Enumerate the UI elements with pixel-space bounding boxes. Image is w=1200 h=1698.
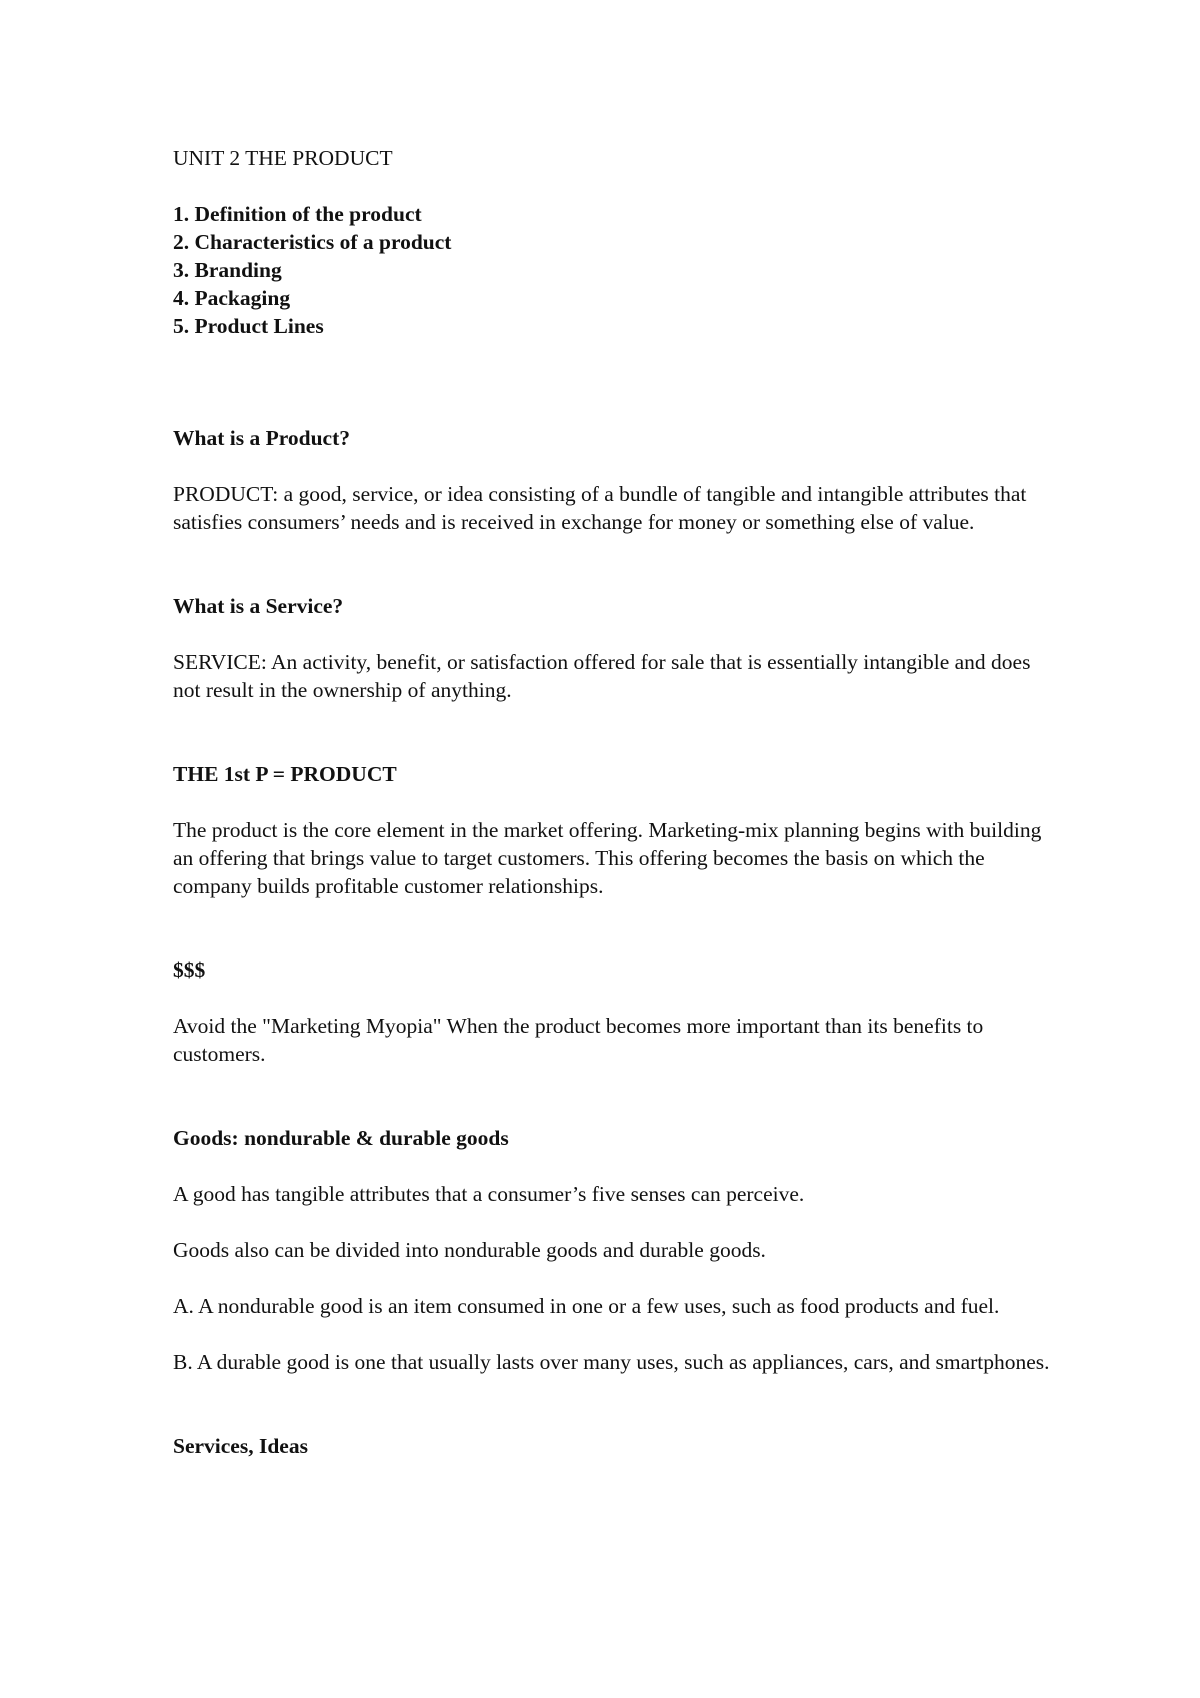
section-paragraph: Avoid the "Marketing Myopia" When the product becomes more important than its benefits to customers. bbox=[173, 1014, 984, 1066]
section-first-p-product bbox=[173, 760, 1053, 900]
spacer bbox=[173, 1096, 1053, 1124]
section-what-is-a-service bbox=[173, 592, 1053, 704]
section-goods bbox=[173, 1124, 1053, 1376]
section-paragraph: A good has tangible attributes that a consumer’s five senses can perceive. bbox=[173, 1182, 805, 1206]
section-heading: Goods: nondurable & durable goods bbox=[173, 1126, 509, 1150]
section-heading: What is a Product? bbox=[173, 426, 350, 450]
section-paragraph: B. A durable good is one that usually lasts over many uses, such as appliances, cars, and smartphones. bbox=[173, 1350, 1050, 1374]
toc-item: 1. Definition of the product bbox=[173, 202, 422, 226]
spacer bbox=[173, 732, 1053, 760]
section-paragraph: Goods also can be divided into nondurable goods and durable goods. bbox=[173, 1238, 766, 1262]
section-heading: Services, Ideas bbox=[173, 1434, 308, 1458]
section-heading: What is a Service? bbox=[173, 594, 344, 618]
spacer bbox=[173, 928, 1053, 956]
toc-item: 4. Packaging bbox=[173, 286, 291, 310]
document-title: UNIT 2 THE PRODUCT bbox=[173, 146, 393, 170]
spacer bbox=[173, 1404, 1053, 1432]
spacer bbox=[173, 340, 1053, 424]
section-paragraph: The product is the core element in the market offering. Marketing-mix planning begins with building an offering that brings value to target customers. This offering becomes the basis on which the company builds profitable customer relationships. bbox=[173, 818, 1042, 898]
toc-item: 2. Characteristics of a product bbox=[173, 230, 452, 254]
document-body bbox=[173, 144, 1053, 1488]
table-of-contents bbox=[173, 200, 1053, 340]
section-paragraph: PRODUCT: a good, service, or idea consisting of a bundle of tangible and intangible attributes that satisfies consumers’ needs and is received in exchange for money or something else of value. bbox=[173, 482, 1027, 534]
section-what-is-a-product bbox=[173, 424, 1053, 536]
toc-item: 5. Product Lines bbox=[173, 314, 324, 338]
section-heading: THE 1st P = PRODUCT bbox=[173, 762, 397, 786]
spacer bbox=[173, 564, 1053, 592]
section-dollar-signs bbox=[173, 956, 1053, 1068]
section-heading: $$$ bbox=[173, 958, 206, 982]
section-services-ideas bbox=[173, 1432, 1053, 1460]
section-paragraph: SERVICE: An activity, benefit, or satisfaction offered for sale that is essentially intangible and does not result in the ownership of anything. bbox=[173, 650, 1031, 702]
toc-item: 3. Branding bbox=[173, 258, 282, 282]
section-paragraph: A. A nondurable good is an item consumed in one or a few uses, such as food products and fuel. bbox=[173, 1294, 1000, 1318]
